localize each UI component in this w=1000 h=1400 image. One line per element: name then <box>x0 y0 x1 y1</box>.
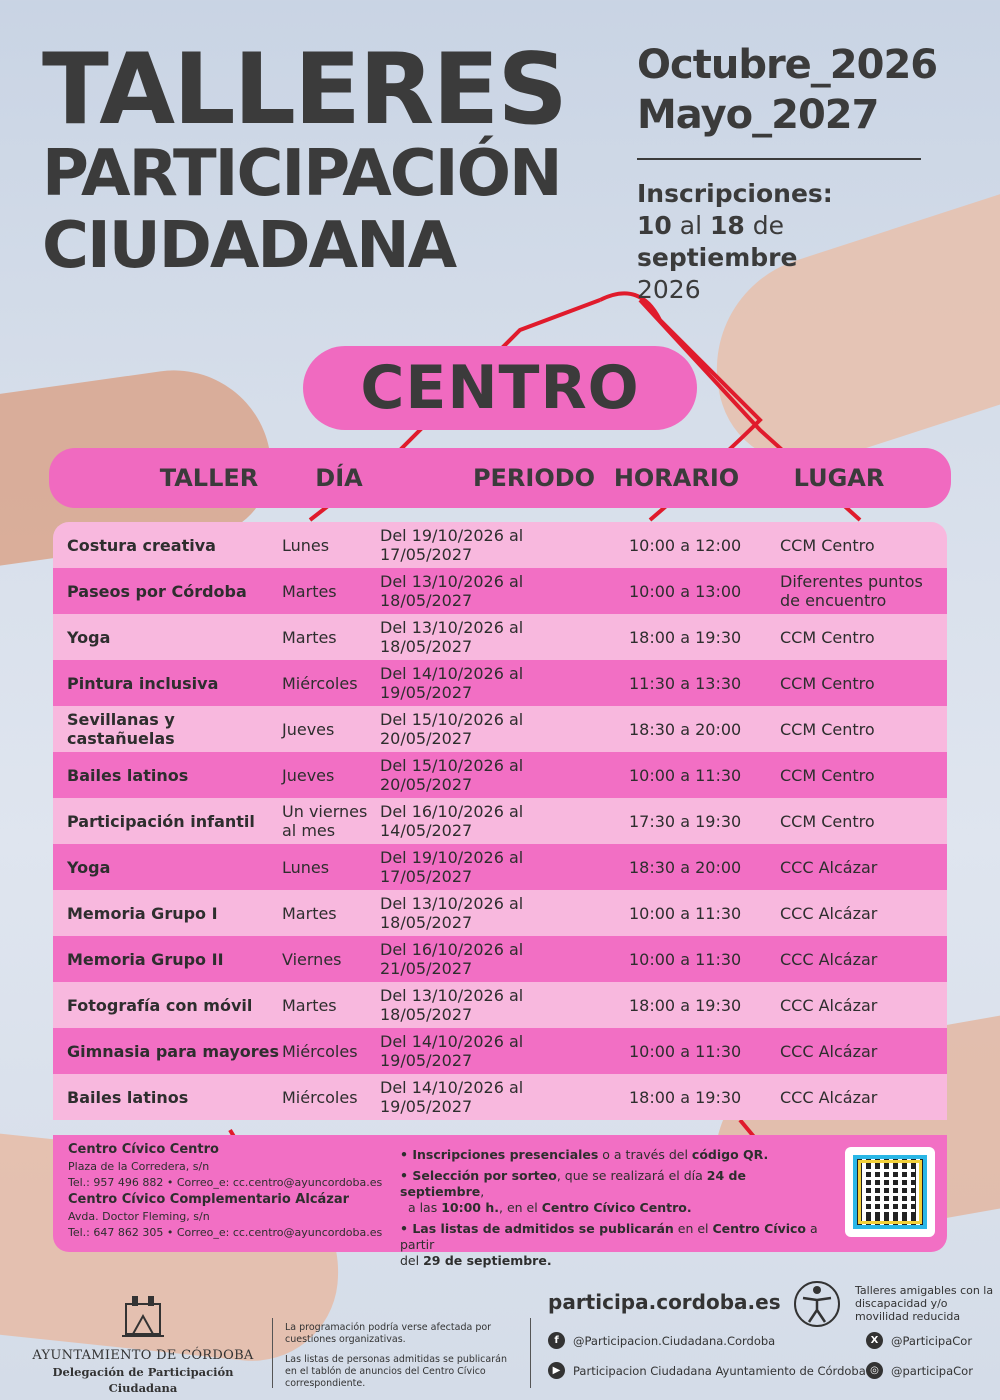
cell-dia: Viernes <box>282 949 342 969</box>
insc-month: septiembre <box>637 243 798 272</box>
section-title-centro: CENTRO <box>303 346 697 430</box>
b2-line2b: 10:00 h. <box>441 1200 500 1215</box>
insc-al: al <box>679 211 703 240</box>
cell-lugar: CCC Alcázar <box>780 995 878 1015</box>
footer-divider-1 <box>272 1318 273 1388</box>
cell-horario: 10:00 a 11:30 <box>629 1041 742 1061</box>
col-header-horario: HORARIO <box>613 464 740 492</box>
instagram-icon: ◎ <box>866 1362 883 1379</box>
title-line-ciudadana: CIUDADANA <box>42 209 456 283</box>
cell-taller: Participación infantil <box>67 811 255 831</box>
twitter-handle: @ParticipaCor <box>891 1333 973 1348</box>
cell-lugar: CCM Centro <box>780 719 875 739</box>
table-row <box>53 752 947 798</box>
b2-bold2: 24 de septiembre <box>400 1168 746 1199</box>
col-header-dia: DÍA <box>315 464 363 492</box>
facebook-link[interactable] <box>548 1332 775 1349</box>
cell-periodo: Del 13/10/2026 al 18/05/2027 <box>380 986 524 1024</box>
b2-line2a: a las <box>407 1200 442 1215</box>
city-logo <box>28 1290 258 1396</box>
b1-bold: • Inscripciones presenciales <box>400 1147 599 1162</box>
website-link[interactable]: participa.cordoba.es <box>548 1290 781 1314</box>
center2-name: Centro Cívico Complementario Alcázar <box>68 1192 350 1207</box>
cell-lugar: CCC Alcázar <box>780 903 878 923</box>
workshop-table <box>53 522 947 1120</box>
insc-de: de <box>752 211 784 240</box>
cell-lugar: CCM Centro <box>780 627 875 647</box>
cell-lugar: CCC Alcázar <box>780 857 878 877</box>
info-box <box>53 1135 947 1268</box>
main-title <box>42 33 566 283</box>
b3-line2a: del <box>400 1253 424 1268</box>
note-listas <box>400 1221 830 1269</box>
cell-horario: 10:00 a 11:30 <box>629 765 742 785</box>
table-row <box>53 936 947 982</box>
b2-line2c: , en el <box>499 1200 542 1215</box>
cell-horario: 10:00 a 11:30 <box>629 949 742 969</box>
youtube-icon: ▶ <box>548 1362 565 1379</box>
accessibility-icon <box>789 1276 845 1332</box>
inscripciones-info <box>637 178 927 306</box>
cell-periodo: Del 13/10/2026 al 18/05/2027 <box>380 618 524 656</box>
centers-contact <box>68 1141 388 1241</box>
cell-periodo: Del 19/10/2026 al 17/05/2027 <box>380 848 524 886</box>
facebook-icon: f <box>548 1332 565 1349</box>
org-department: Delegación de Participación Ciudadana <box>52 1365 234 1395</box>
table-row <box>53 706 947 752</box>
cell-dia: Miércoles <box>282 1041 358 1061</box>
b3-text: en el <box>673 1221 713 1236</box>
cell-horario: 18:00 a 19:30 <box>629 1087 742 1107</box>
cell-periodo: Del 19/10/2026 al 17/05/2027 <box>380 526 524 564</box>
cell-horario: 18:00 a 19:30 <box>629 627 742 647</box>
cell-periodo: Del 15/10/2026 al 20/05/2027 <box>380 756 524 794</box>
instagram-handle: @participaCor <box>891 1363 973 1378</box>
cell-taller: Memoria Grupo I <box>67 903 218 923</box>
table-row <box>53 568 947 614</box>
insc-to-day: 18 <box>709 211 745 240</box>
cell-taller: Bailes latinos <box>67 1087 189 1107</box>
cell-lugar: CCC Alcázar <box>780 1041 878 1061</box>
cell-horario: 17:30 a 19:30 <box>629 811 742 831</box>
cell-dia: Lunes <box>282 535 330 555</box>
cell-dia: Martes <box>282 995 337 1015</box>
cell-horario: 11:30 a 13:30 <box>629 673 742 693</box>
dates-block <box>637 40 938 306</box>
cell-periodo: Del 14/10/2026 al 19/05/2027 <box>380 1032 524 1070</box>
cell-dia: Miércoles <box>282 673 358 693</box>
cell-lugar: Diferentes puntos de encuentro <box>780 572 923 610</box>
cell-lugar: CCM Centro <box>780 811 875 831</box>
center1-contact: Tel.: 957 496 882 • Correo_e: cc.centro@ayuncordoba.es <box>68 1176 383 1189</box>
b2-text2: , <box>480 1184 485 1199</box>
b1-text: o a través del <box>598 1147 692 1162</box>
x-icon: X <box>866 1332 883 1349</box>
facebook-handle: @Participacion.Ciudadana.Cordoba <box>573 1333 776 1348</box>
cell-dia: Miércoles <box>282 1087 358 1107</box>
b2-line2d: Centro Cívico Centro. <box>541 1200 692 1215</box>
date-start: Octubre_2026 <box>637 42 938 88</box>
qr-code[interactable] <box>845 1147 935 1237</box>
org-name: AYUNTAMIENTO DE CÓRDOBA <box>32 1348 254 1363</box>
cell-horario: 10:00 a 12:00 <box>629 535 742 555</box>
b3-text2: a partir <box>400 1221 818 1252</box>
cell-taller: Sevillanas y castañuelas <box>67 710 175 748</box>
cell-periodo: Del 13/10/2026 al 18/05/2027 <box>380 894 524 932</box>
cell-horario: 18:30 a 20:00 <box>629 857 742 877</box>
cell-periodo: Del 15/10/2026 al 20/05/2027 <box>380 710 524 748</box>
b3-bold2: Centro Cívico <box>712 1221 807 1236</box>
qr-code-pattern <box>853 1155 927 1229</box>
cell-dia: Un viernes al mes <box>282 802 368 840</box>
table-row <box>53 614 947 660</box>
date-end: Mayo_2027 <box>637 92 879 138</box>
youtube-link[interactable] <box>548 1362 866 1379</box>
col-header-periodo: PERIODO <box>472 464 596 492</box>
cell-dia: Martes <box>282 627 337 647</box>
registration-notes <box>400 1147 830 1274</box>
cell-horario: 18:30 a 20:00 <box>629 719 742 739</box>
cell-periodo: Del 14/10/2026 al 19/05/2027 <box>380 1078 524 1116</box>
table-row <box>53 1074 947 1120</box>
insc-from-day: 10 <box>637 211 672 240</box>
cell-dia: Jueves <box>282 765 335 785</box>
cell-lugar: CCM Centro <box>780 673 875 693</box>
cell-taller: Yoga <box>67 627 111 647</box>
cell-taller: Fotografía con móvil <box>67 995 253 1015</box>
cell-lugar: CCC Alcázar <box>780 1087 878 1107</box>
note-listas-admitidas: Las listas de personas admitidas se publicarán en el tablón de anuncios del Centro Cívico correspondiente. <box>285 1354 507 1389</box>
cell-taller: Memoria Grupo II <box>67 949 224 969</box>
inscripciones-label: Inscripciones: <box>637 179 833 208</box>
cell-dia: Jueves <box>282 719 335 739</box>
table-row <box>53 798 947 844</box>
city-crest-icon <box>118 1290 168 1342</box>
b2-bold: • Selección por sorteo <box>400 1168 557 1183</box>
cell-taller: Yoga <box>67 857 111 877</box>
cell-taller: Costura creativa <box>67 535 216 555</box>
cell-taller: Gimnasia para mayores <box>67 1041 280 1061</box>
cell-lugar: CCC Alcázar <box>780 949 878 969</box>
b2-text: , que se realizará el día <box>556 1168 707 1183</box>
center2-contact: Tel.: 647 862 305 • Correo_e: cc.centro@ayuncordoba.es <box>68 1226 383 1239</box>
table-row <box>53 660 947 706</box>
cell-dia: Martes <box>282 581 337 601</box>
cell-horario: 10:00 a 11:30 <box>629 903 742 923</box>
footer-notes <box>285 1322 515 1398</box>
col-header-taller: TALLER <box>159 464 259 492</box>
cell-taller: Bailes latinos <box>67 765 189 785</box>
footer-divider-2 <box>530 1318 531 1388</box>
note-inscripciones <box>400 1147 830 1163</box>
cell-horario: 18:00 a 19:30 <box>629 995 742 1015</box>
twitter-link[interactable] <box>866 1332 972 1349</box>
cell-periodo: Del 13/10/2026 al 18/05/2027 <box>380 572 524 610</box>
table-row <box>53 1028 947 1074</box>
cell-lugar: CCM Centro <box>780 765 875 785</box>
table-row <box>53 522 947 568</box>
cell-horario: 10:00 a 13:00 <box>629 581 742 601</box>
center1-address: Plaza de la Corredera, s/n <box>68 1160 210 1173</box>
cell-dia: Lunes <box>282 857 330 877</box>
cell-taller: Pintura inclusiva <box>67 673 219 693</box>
insc-year: 2026 <box>637 275 701 304</box>
center2-address: Avda. Doctor Fleming, s/n <box>68 1210 210 1223</box>
cell-lugar: CCM Centro <box>780 535 875 555</box>
table-row <box>53 844 947 890</box>
cell-periodo: Del 16/10/2026 al 14/05/2027 <box>380 802 524 840</box>
cell-periodo: Del 14/10/2026 al 19/05/2027 <box>380 664 524 702</box>
b3-bold: • Las listas de admitidos se publicarán <box>400 1221 674 1236</box>
title-line-talleres: TALLERES <box>42 33 566 147</box>
table-row <box>53 890 947 936</box>
cell-periodo: Del 16/10/2026 al 21/05/2027 <box>380 940 524 978</box>
accessibility-text: Talleres amigables con la discapacidad y/o movilidad reducida <box>855 1284 994 1323</box>
note-programacion: La programación podría verse afectada por cuestiones organizativas. <box>285 1322 492 1345</box>
table-row <box>53 982 947 1028</box>
youtube-channel: Participacion Ciudadana Ayuntamiento de Córdoba <box>573 1363 866 1378</box>
dates-divider <box>637 158 921 160</box>
center1-name: Centro Cívico Centro <box>68 1142 219 1157</box>
instagram-link[interactable] <box>866 1362 973 1379</box>
note-sorteo <box>400 1168 830 1216</box>
table-header <box>49 448 951 508</box>
cell-taller: Paseos por Córdoba <box>67 581 247 601</box>
title-line-participacion: PARTICIPACIÓN <box>42 137 561 211</box>
b3-line2b: 29 de septiembre. <box>423 1253 552 1268</box>
b1-bold2: código QR. <box>691 1147 769 1162</box>
cell-dia: Martes <box>282 903 337 923</box>
col-header-lugar: LUGAR <box>793 464 885 492</box>
